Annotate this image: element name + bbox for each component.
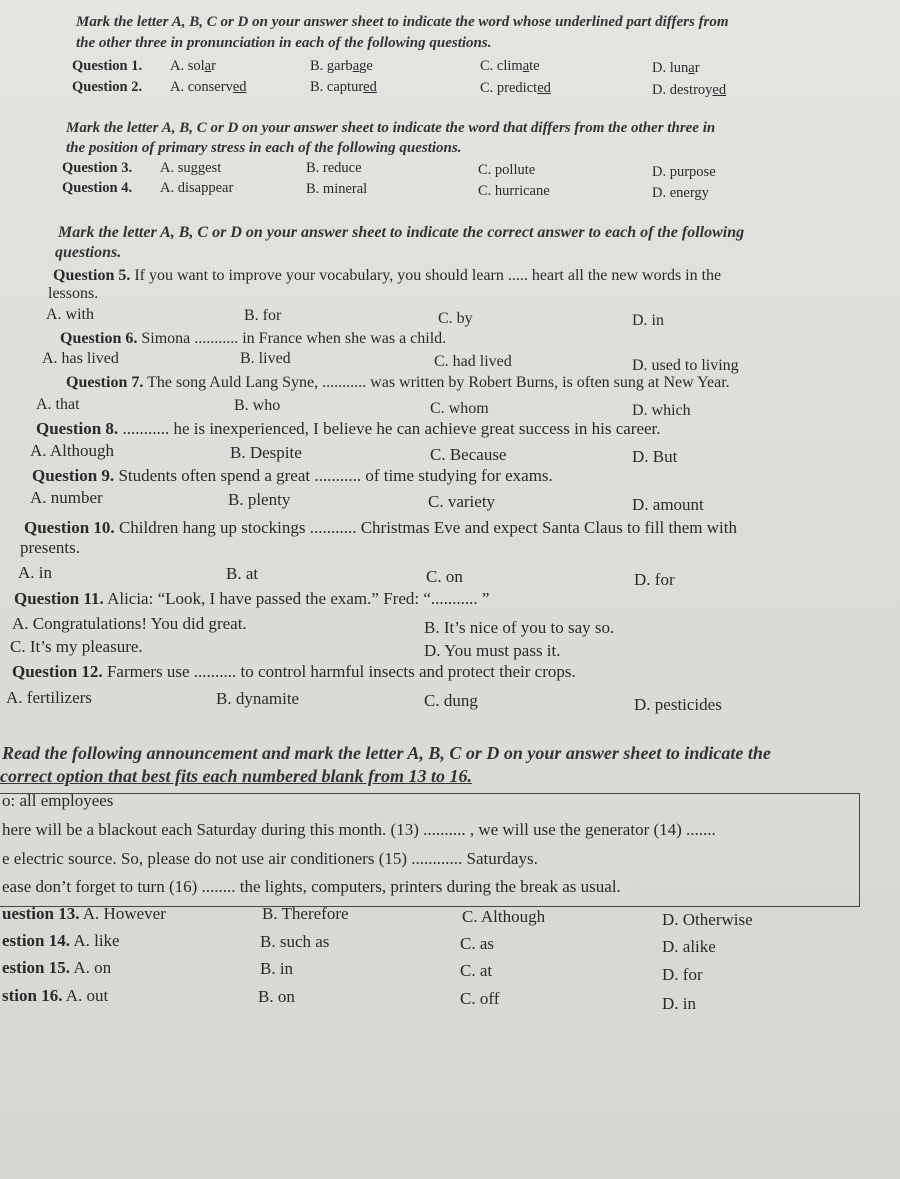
question-10-option-d: D. for [634, 570, 675, 589]
question-3-option-b: B. reduce [306, 160, 362, 176]
section2-instruction-cont: the position of primary stress in each of the following questions. [66, 140, 462, 156]
question-7-option-c: C. whom [430, 400, 489, 417]
question-11-option-d: D. You must pass it. [424, 641, 561, 660]
question-12-option-a: A. fertilizers [6, 688, 92, 707]
question-1-option-d: D. lunar [652, 60, 700, 76]
question-8-option-c: C. Because [430, 445, 507, 464]
question-3-option-c: C. pollute [478, 162, 536, 178]
section3-instruction: Mark the letter A, B, C or D on your answer sheet to indicate the correct answer to each of the following [58, 224, 745, 241]
question-7-option-a: A. that [36, 396, 80, 413]
question-12-stem: Question 12. Farmers use .......... to control harmful insects and protect their crops. [12, 662, 576, 681]
question-6-option-b: B. lived [240, 350, 291, 367]
question-6-option-a: A. has lived [42, 350, 119, 367]
question-5-stem-cont: lessons. [48, 285, 99, 302]
question-3-option-a: A. suggest [160, 160, 222, 176]
question-1-label: Question 1. [72, 58, 143, 74]
question-7-option-b: B. who [234, 397, 281, 414]
question-14-option-d: D. alike [662, 937, 716, 956]
question-4-option-a: A. disappear [160, 180, 234, 196]
question-13-option-d: D. Otherwise [662, 910, 753, 929]
question-8-option-a: A. Although [30, 441, 115, 460]
question-1-option-a: A. solar [170, 58, 216, 74]
question-2-option-d: D. destroyed [652, 82, 727, 98]
question-10-option-b: B. at [226, 564, 259, 583]
announcement-line-2: e electric source. So, please do not use air conditioners (15) ............ Saturdays. [2, 849, 538, 868]
announcement-line-1: here will be a blackout each Saturday during this month. (13) .......... , we will use the generator (14) ....... [2, 820, 716, 839]
question-3-option-d: D. purpose [652, 164, 716, 180]
question-1-option-c: C. climate [480, 58, 540, 74]
announcement-recipient: o: all employees [2, 791, 114, 810]
question-5-option-a: A. with [46, 306, 94, 323]
question-2-option-b: B. captured [310, 79, 377, 95]
section1-instruction-cont: the other three in pronunciation in each of the following questions. [76, 35, 492, 51]
question-6-option-c: C. had lived [434, 353, 512, 370]
question-14-option-b: B. such as [260, 932, 330, 951]
question-5-option-b: B. for [244, 307, 282, 324]
question-15-label: estion 15. A. on [2, 958, 112, 977]
question-4-option-d: D. energy [652, 185, 709, 201]
question-15-option-b: B. in [260, 959, 294, 978]
question-6-stem: Question 6. Simona ........... in France when she was a child. [60, 330, 447, 347]
question-9-option-d: D. amount [632, 495, 704, 514]
question-14-label: estion 14. A. like [2, 931, 120, 950]
question-13-option-b: B. Therefore [262, 904, 349, 923]
question-13-option-c: C. Although [462, 907, 546, 926]
question-5-stem: Question 5. If you want to improve your vocabulary, you should learn ..... heart all the new words in the [53, 267, 722, 284]
question-11-option-c: C. It’s my pleasure. [10, 637, 143, 656]
question-9-stem: Question 9. Students often spend a great ........... of time studying for exams. [32, 466, 553, 485]
question-12-option-c: C. dung [424, 691, 478, 710]
question-8-stem: Question 8. ........... he is inexperienced, I believe he can achieve great success in his career. [36, 419, 661, 438]
question-15-option-d: D. for [662, 965, 703, 984]
question-5-option-c: C. by [438, 310, 473, 327]
question-10-stem-cont: presents. [20, 538, 80, 557]
question-12-option-d: D. pesticides [634, 695, 722, 714]
announcement-line-3: ease don’t forget to turn (16) ........ the lights, computers, printers during the break as usual. [2, 877, 621, 896]
question-9-option-a: A. number [30, 488, 103, 507]
question-4-option-b: B. mineral [306, 181, 368, 197]
section4-instruction-cont: correct option that best fits each numbered blank from 13 to 16. [0, 766, 473, 786]
question-12-option-b: B. dynamite [216, 689, 300, 708]
question-13-label: uestion 13. A. However [2, 904, 166, 923]
question-5-option-d: D. in [632, 312, 664, 329]
question-1-option-b: B. garbage [310, 58, 373, 74]
question-11-option-a: A. Congratulations! You did great. [12, 614, 247, 633]
question-11-stem: Question 11. Alicia: “Look, I have passed the exam.” Fred: “........... ” [14, 589, 490, 608]
question-14-option-c: C. as [460, 934, 494, 953]
question-10-stem: Question 10. Children hang up stockings ........... Christmas Eve and expect Santa Claus to fill them with [24, 518, 737, 537]
question-9-option-b: B. plenty [228, 490, 291, 509]
question-8-option-d: D. But [632, 447, 678, 466]
question-2-option-c: C. predicted [480, 80, 551, 96]
section3-instruction-cont: questions. [55, 244, 122, 261]
question-7-option-d: D. which [632, 402, 691, 419]
section2-instruction: Mark the letter A, B, C or D on your answer sheet to indicate the word that differs from the other three in [66, 120, 716, 136]
question-4-option-c: C. hurricane [478, 183, 550, 199]
question-7-stem: Question 7. The song Auld Lang Syne, ........... was written by Robert Burns, is often sung at New Year. [66, 374, 730, 391]
question-11-option-b: B. It’s nice of you to say so. [424, 618, 615, 637]
question-2-label: Question 2. [72, 79, 143, 95]
question-16-label: stion 16. A. out [2, 986, 109, 1005]
question-2-option-a: A. conserved [170, 79, 247, 95]
question-9-option-c: C. variety [428, 492, 496, 511]
question-16-option-d: D. in [662, 994, 696, 1013]
question-4-label: Question 4. [62, 180, 133, 196]
section1-instruction: Mark the letter A, B, C or D on your answer sheet to indicate the word whose underlined part differs from [76, 14, 729, 30]
section4-instruction: Read the following announcement and mark the letter A, B, C or D on your answer sheet to indicate the [2, 743, 771, 763]
question-16-option-b: B. on [258, 987, 295, 1006]
question-16-option-c: C. off [460, 989, 500, 1008]
question-10-option-a: A. in [18, 563, 52, 582]
question-6-option-d: D. used to living [632, 357, 739, 374]
question-10-option-c: C. on [426, 567, 463, 586]
question-15-option-c: C. at [460, 961, 493, 980]
question-3-label: Question 3. [62, 160, 133, 176]
question-8-option-b: B. Despite [230, 443, 302, 462]
